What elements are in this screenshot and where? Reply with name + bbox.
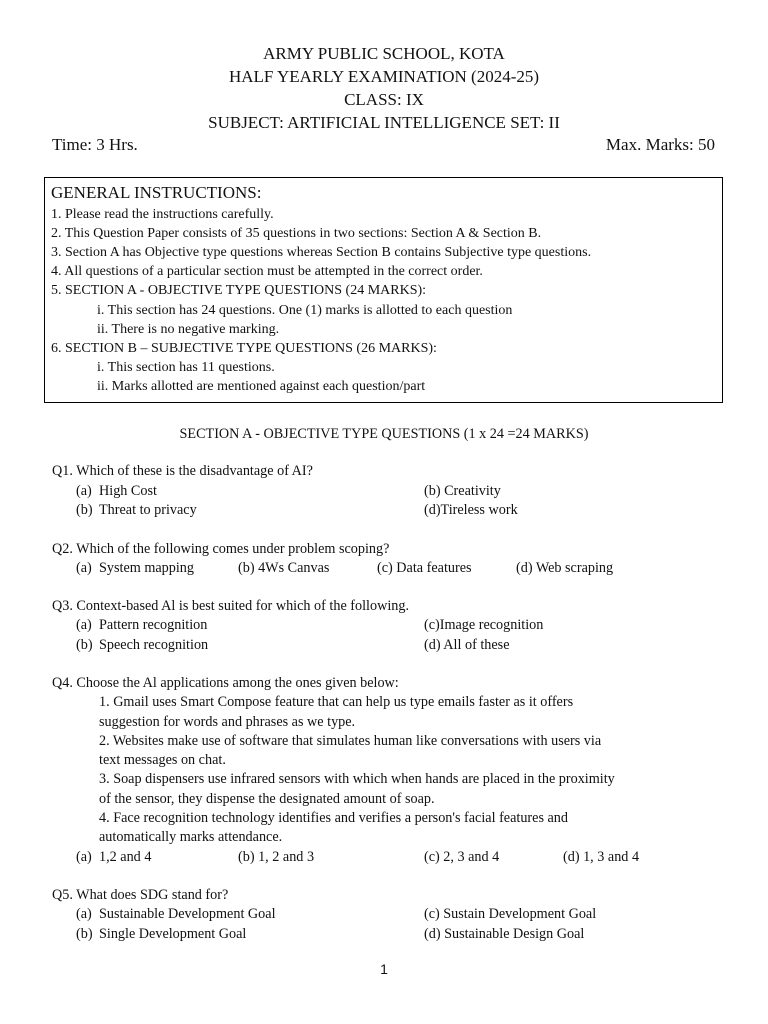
instruction-subitem: i. This section has 24 questions. One (1) marks is allotted to each question [97, 303, 513, 318]
instruction-item: 1. Please read the instructions carefully. [51, 207, 274, 222]
option-label: (a) [76, 560, 92, 576]
statement-line: 4. Face recognition technology identifies and verifies a person's facial features and [99, 810, 568, 826]
option-label: (a) [76, 849, 92, 865]
school-name: ARMY PUBLIC SCHOOL, KOTA [263, 44, 505, 63]
option-b: (b) 1, 2 and 3 [238, 849, 315, 865]
question-text: Q1. Which of these is the disadvantage of AI? [52, 463, 313, 479]
option-label: (a) [76, 483, 92, 499]
option-a: System mapping [99, 560, 194, 576]
option-d: (d)Tireless work [424, 502, 518, 518]
option-d: (d) All of these [424, 637, 510, 653]
max-marks-label: Max. Marks: 50 [605, 135, 715, 154]
question-text: Q4. Choose the Al applications among the ones given below: [52, 675, 399, 691]
option-label: (a) [76, 617, 92, 633]
statement-line: automatically marks attendance. [99, 829, 283, 845]
instruction-item: 5. SECTION A - OBJECTIVE TYPE QUESTIONS (24 MARKS): [51, 283, 427, 298]
option-b: Speech recognition [99, 637, 209, 653]
option-a: 1,2 and 4 [99, 849, 152, 865]
statement-line: text messages on chat. [99, 752, 226, 768]
page-number: 1 [380, 961, 388, 977]
question-text: Q2. Which of the following comes under problem scoping? [52, 541, 390, 557]
statement-line: suggestion for words and phrases as we type. [99, 714, 356, 730]
option-b: (b) Creativity [424, 483, 501, 499]
statement-line: 2. Websites make use of software that simulates human like conversations with users via [99, 733, 602, 749]
option-d: (d) Sustainable Design Goal [424, 926, 585, 942]
instruction-item: 3. Section A has Objective type questions whereas Section B contains Subjective type questions. [51, 245, 592, 260]
instructions-title: GENERAL INSTRUCTIONS: [51, 183, 262, 202]
option-c: Threat to privacy [99, 502, 197, 518]
statement-line: 1. Gmail uses Smart Compose feature that can help us type emails faster as it offers [99, 694, 574, 710]
option-c: (c) 2, 3 and 4 [424, 849, 500, 865]
instruction-subitem: i. This section has 11 questions. [97, 360, 275, 375]
option-d: (d) 1, 3 and 4 [563, 849, 640, 865]
option-d: (d) Web scraping [516, 560, 614, 576]
option-b: Single Development Goal [99, 926, 247, 942]
question-text: Q3. Context-based Al is best suited for which of the following. [52, 598, 410, 614]
option-c: (c)Image recognition [424, 617, 544, 633]
option-a: High Cost [99, 483, 157, 499]
option-label: (b) [76, 502, 93, 518]
instruction-item: 2. This Question Paper consists of 35 questions in two sections: Section A & Section B. [51, 226, 542, 241]
statement-line: of the sensor, they dispense the designated amount of soap. [99, 791, 435, 807]
option-a: Pattern recognition [99, 617, 208, 633]
option-b: (b) 4Ws Canvas [238, 560, 330, 576]
option-c: (c) Data features [377, 560, 472, 576]
option-label: (a) [76, 906, 92, 922]
general-instructions-box [44, 177, 723, 403]
exam-title: HALF YEARLY EXAMINATION (2024-25) [228, 67, 540, 86]
option-label: (b) [76, 637, 93, 653]
option-a: Sustainable Development Goal [99, 906, 276, 922]
option-c: (c) Sustain Development Goal [424, 906, 597, 922]
question-text: Q5. What does SDG stand for? [52, 887, 229, 903]
instruction-subitem: ii. Marks allotted are mentioned against each question/part [97, 379, 426, 394]
option-label: (b) [76, 926, 93, 942]
time-label: Time: 3 Hrs. [52, 135, 138, 154]
subject-label: SUBJECT: ARTIFICIAL INTELLIGENCE SET: II [208, 113, 560, 132]
section-a-heading: SECTION A - OBJECTIVE TYPE QUESTIONS (1 x 24 =24 MARKS) [179, 426, 589, 442]
instruction-item: 4. All questions of a particular section must be attempted in the correct order. [51, 264, 483, 279]
instruction-item: 6. SECTION B – SUBJECTIVE TYPE QUESTIONS (26 MARKS): [51, 341, 437, 356]
class-label: CLASS: IX [344, 90, 424, 109]
instruction-subitem: ii. There is no negative marking. [97, 322, 280, 337]
statement-line: 3. Soap dispensers use infrared sensors with which when hands are placed in the proximity [99, 771, 615, 787]
